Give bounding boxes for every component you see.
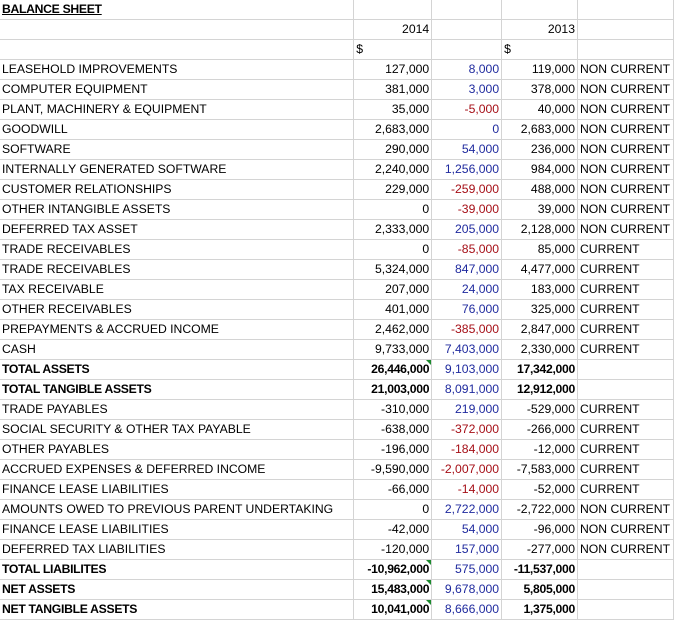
- value-2013[interactable]: -12,000: [502, 440, 578, 460]
- value-2013[interactable]: -7,583,000: [502, 460, 578, 480]
- value-2013[interactable]: -266,000: [502, 420, 578, 440]
- table-row: [0, 200, 674, 220]
- value-2013[interactable]: 984,000: [502, 160, 578, 180]
- change-value[interactable]: 575,000: [432, 560, 502, 580]
- row-label[interactable]: OTHER RECEIVABLES: [0, 300, 354, 320]
- row-label[interactable]: SOFTWARE: [0, 140, 354, 160]
- change-value[interactable]: 8,091,000: [432, 380, 502, 400]
- change-value[interactable]: 54,000: [432, 140, 502, 160]
- value-2014[interactable]: 2,240,000: [354, 160, 432, 180]
- row-label[interactable]: PREPAYMENTS & ACCRUED INCOME: [0, 320, 354, 340]
- table-row: [0, 100, 674, 120]
- value-2014[interactable]: -66,000: [354, 480, 432, 500]
- value-2013[interactable]: 183,000: [502, 280, 578, 300]
- value-2014[interactable]: 15,483,000: [354, 580, 432, 600]
- classification[interactable]: CURRENT: [577, 420, 673, 440]
- classification[interactable]: NON CURRENT: [577, 120, 673, 140]
- row-label[interactable]: LEASEHOLD IMPROVEMENTS: [0, 60, 354, 80]
- empty-cell[interactable]: [577, 0, 673, 20]
- empty-cell[interactable]: [502, 0, 578, 20]
- change-value[interactable]: -184,000: [432, 440, 502, 460]
- empty-cell[interactable]: [432, 0, 502, 20]
- row-label[interactable]: AMOUNTS OWED TO PREVIOUS PARENT UNDERTAKING: [0, 500, 354, 520]
- table-row: [0, 360, 674, 380]
- table-row: [0, 220, 674, 240]
- value-2013[interactable]: -96,000: [502, 520, 578, 540]
- table-row: [0, 180, 674, 200]
- row-label[interactable]: OTHER INTANGIBLE ASSETS: [0, 200, 354, 220]
- change-value[interactable]: 8,000: [432, 60, 502, 80]
- row-label[interactable]: NET ASSETS: [0, 580, 354, 600]
- table-row: [0, 380, 674, 400]
- value-2014[interactable]: -310,000: [354, 400, 432, 420]
- classification[interactable]: CURRENT: [577, 440, 673, 460]
- classification[interactable]: NON CURRENT: [577, 100, 673, 120]
- row-label[interactable]: FINANCE LEASE LIABILITIES: [0, 520, 354, 540]
- row-label[interactable]: TRADE RECEIVABLES: [0, 240, 354, 260]
- value-2014[interactable]: -120,000: [354, 540, 432, 560]
- empty-cell[interactable]: [0, 20, 354, 40]
- value-2014[interactable]: 381,000: [354, 80, 432, 100]
- row-label[interactable]: TOTAL ASSETS: [0, 360, 354, 380]
- row-label[interactable]: TOTAL TANGIBLE ASSETS: [0, 380, 354, 400]
- value-2013[interactable]: 2,330,000: [502, 340, 578, 360]
- value-2014[interactable]: 229,000: [354, 180, 432, 200]
- change-value[interactable]: -5,000: [432, 100, 502, 120]
- table-row: [0, 520, 674, 540]
- change-value[interactable]: 24,000: [432, 280, 502, 300]
- empty-cell[interactable]: [577, 40, 673, 60]
- classification[interactable]: [577, 600, 673, 620]
- value-2014[interactable]: 2,333,000: [354, 220, 432, 240]
- table-row: [0, 340, 674, 360]
- change-value[interactable]: -2,007,000: [432, 460, 502, 480]
- table-row: [0, 500, 674, 520]
- value-2013[interactable]: 12,912,000: [502, 380, 578, 400]
- value-2013[interactable]: 236,000: [502, 140, 578, 160]
- value-2014[interactable]: 21,003,000: [354, 380, 432, 400]
- value-2014[interactable]: 207,000: [354, 280, 432, 300]
- change-value[interactable]: 9,103,000: [432, 360, 502, 380]
- value-2013[interactable]: 2,128,000: [502, 220, 578, 240]
- sheet-title[interactable]: BALANCE SHEET: [0, 0, 354, 20]
- currency-row: [0, 40, 674, 60]
- table-row: [0, 80, 674, 100]
- value-2013[interactable]: 119,000: [502, 60, 578, 80]
- classification[interactable]: NON CURRENT: [577, 200, 673, 220]
- value-2013[interactable]: 40,000: [502, 100, 578, 120]
- classification[interactable]: [577, 380, 673, 400]
- value-2014[interactable]: -9,590,000: [354, 460, 432, 480]
- value-2014[interactable]: 127,000: [354, 60, 432, 80]
- value-2014[interactable]: -638,000: [354, 420, 432, 440]
- row-label[interactable]: OTHER PAYABLES: [0, 440, 354, 460]
- classification[interactable]: NON CURRENT: [577, 180, 673, 200]
- value-2014[interactable]: -196,000: [354, 440, 432, 460]
- value-2013[interactable]: 488,000: [502, 180, 578, 200]
- value-2014[interactable]: -42,000: [354, 520, 432, 540]
- classification[interactable]: CURRENT: [577, 240, 673, 260]
- value-2014[interactable]: 35,000: [354, 100, 432, 120]
- value-2014[interactable]: 10,041,000: [354, 600, 432, 620]
- change-value[interactable]: 3,000: [432, 80, 502, 100]
- change-value[interactable]: 76,000: [432, 300, 502, 320]
- classification[interactable]: NON CURRENT: [577, 520, 673, 540]
- classification[interactable]: CURRENT: [577, 400, 673, 420]
- table-row: [0, 580, 674, 600]
- classification[interactable]: NON CURRENT: [577, 160, 673, 180]
- table-row: [0, 280, 674, 300]
- change-value[interactable]: -385,000: [432, 320, 502, 340]
- change-value[interactable]: 157,000: [432, 540, 502, 560]
- row-label[interactable]: TRADE PAYABLES: [0, 400, 354, 420]
- classification[interactable]: [577, 560, 673, 580]
- value-2013[interactable]: 2,683,000: [502, 120, 578, 140]
- classification[interactable]: CURRENT: [577, 280, 673, 300]
- value-2013[interactable]: 5,805,000: [502, 580, 578, 600]
- row-label[interactable]: CUSTOMER RELATIONSHIPS: [0, 180, 354, 200]
- classification[interactable]: CURRENT: [577, 480, 673, 500]
- classification[interactable]: [577, 360, 673, 380]
- row-label[interactable]: INTERNALLY GENERATED SOFTWARE: [0, 160, 354, 180]
- classification[interactable]: NON CURRENT: [577, 220, 673, 240]
- classification[interactable]: NON CURRENT: [577, 500, 673, 520]
- empty-cell[interactable]: [432, 20, 502, 40]
- value-2014[interactable]: 0: [354, 240, 432, 260]
- classification[interactable]: CURRENT: [577, 460, 673, 480]
- value-2014[interactable]: 9,733,000: [354, 340, 432, 360]
- change-value[interactable]: 9,678,000: [432, 580, 502, 600]
- table-row: [0, 400, 674, 420]
- row-label[interactable]: GOODWILL: [0, 120, 354, 140]
- value-2013[interactable]: 1,375,000: [502, 600, 578, 620]
- change-value[interactable]: -259,000: [432, 180, 502, 200]
- value-2014[interactable]: 2,683,000: [354, 120, 432, 140]
- change-value[interactable]: -39,000: [432, 200, 502, 220]
- table-row: [0, 300, 674, 320]
- row-label[interactable]: NET TANGIBLE ASSETS: [0, 600, 354, 620]
- empty-cell[interactable]: [577, 20, 673, 40]
- change-value[interactable]: 7,403,000: [432, 340, 502, 360]
- classification[interactable]: CURRENT: [577, 300, 673, 320]
- value-2013[interactable]: 325,000: [502, 300, 578, 320]
- row-label[interactable]: COMPUTER EQUIPMENT: [0, 80, 354, 100]
- title-row: [0, 0, 674, 20]
- row-label[interactable]: DEFERRED TAX LIABILITIES: [0, 540, 354, 560]
- value-2014[interactable]: 2,462,000: [354, 320, 432, 340]
- table-row: [0, 320, 674, 340]
- row-label[interactable]: TAX RECEIVABLE: [0, 280, 354, 300]
- row-label[interactable]: PLANT, MACHINERY & EQUIPMENT: [0, 100, 354, 120]
- table-row: [0, 540, 674, 560]
- value-2013[interactable]: 17,342,000: [502, 360, 578, 380]
- row-label[interactable]: FINANCE LEASE LIABILITIES: [0, 480, 354, 500]
- value-2014[interactable]: 290,000: [354, 140, 432, 160]
- value-2013[interactable]: 378,000: [502, 80, 578, 100]
- value-2014[interactable]: 5,324,000: [354, 260, 432, 280]
- classification[interactable]: [577, 580, 673, 600]
- change-value[interactable]: 1,256,000: [432, 160, 502, 180]
- table-row: [0, 260, 674, 280]
- row-label[interactable]: TRADE RECEIVABLES: [0, 260, 354, 280]
- change-value[interactable]: 54,000: [432, 520, 502, 540]
- currency-2014[interactable]: $: [354, 40, 432, 60]
- row-label[interactable]: TOTAL LIABILITES: [0, 560, 354, 580]
- value-2014[interactable]: 401,000: [354, 300, 432, 320]
- value-2014[interactable]: 0: [354, 500, 432, 520]
- classification[interactable]: NON CURRENT: [577, 540, 673, 560]
- row-label[interactable]: SOCIAL SECURITY & OTHER TAX PAYABLE: [0, 420, 354, 440]
- table-row: [0, 460, 674, 480]
- value-2013[interactable]: -277,000: [502, 540, 578, 560]
- empty-cell[interactable]: [354, 0, 432, 20]
- empty-cell[interactable]: [0, 40, 354, 60]
- currency-2013[interactable]: $: [502, 40, 578, 60]
- value-2013[interactable]: 85,000: [502, 240, 578, 260]
- row-label[interactable]: ACCRUED EXPENSES & DEFERRED INCOME: [0, 460, 354, 480]
- change-value[interactable]: -85,000: [432, 240, 502, 260]
- row-label[interactable]: DEFERRED TAX ASSET: [0, 220, 354, 240]
- value-2014[interactable]: 26,446,000: [354, 360, 432, 380]
- year-2013-header[interactable]: 2013: [502, 20, 578, 40]
- table-row: [0, 600, 674, 620]
- value-2014[interactable]: 0: [354, 200, 432, 220]
- table-row: [0, 160, 674, 180]
- change-value[interactable]: -14,000: [432, 480, 502, 500]
- year-header-row: [0, 20, 674, 40]
- table-row: [0, 140, 674, 160]
- value-2013[interactable]: 39,000: [502, 200, 578, 220]
- year-2014-header[interactable]: 2014: [354, 20, 432, 40]
- classification[interactable]: NON CURRENT: [577, 60, 673, 80]
- table-row: [0, 480, 674, 500]
- table-row: [0, 440, 674, 460]
- classification[interactable]: CURRENT: [577, 340, 673, 360]
- table-row: [0, 60, 674, 80]
- change-value[interactable]: 205,000: [432, 220, 502, 240]
- value-2014[interactable]: -10,962,000: [354, 560, 432, 580]
- value-2013[interactable]: 2,847,000: [502, 320, 578, 340]
- value-2013[interactable]: 4,477,000: [502, 260, 578, 280]
- classification[interactable]: NON CURRENT: [577, 80, 673, 100]
- classification[interactable]: CURRENT: [577, 260, 673, 280]
- value-2013[interactable]: -52,000: [502, 480, 578, 500]
- classification[interactable]: NON CURRENT: [577, 140, 673, 160]
- change-value[interactable]: 0: [432, 120, 502, 140]
- change-value[interactable]: -372,000: [432, 420, 502, 440]
- change-value[interactable]: 2,722,000: [432, 500, 502, 520]
- change-value[interactable]: 8,666,000: [432, 600, 502, 620]
- table-row: [0, 120, 674, 140]
- classification[interactable]: CURRENT: [577, 320, 673, 340]
- value-2013[interactable]: -529,000: [502, 400, 578, 420]
- row-label[interactable]: CASH: [0, 340, 354, 360]
- change-value[interactable]: 219,000: [432, 400, 502, 420]
- table-row: [0, 420, 674, 440]
- change-value[interactable]: 847,000: [432, 260, 502, 280]
- value-2013[interactable]: -2,722,000: [502, 500, 578, 520]
- empty-cell[interactable]: [432, 40, 502, 60]
- table-row: [0, 560, 674, 580]
- table-row: [0, 240, 674, 260]
- value-2013[interactable]: -11,537,000: [502, 560, 578, 580]
